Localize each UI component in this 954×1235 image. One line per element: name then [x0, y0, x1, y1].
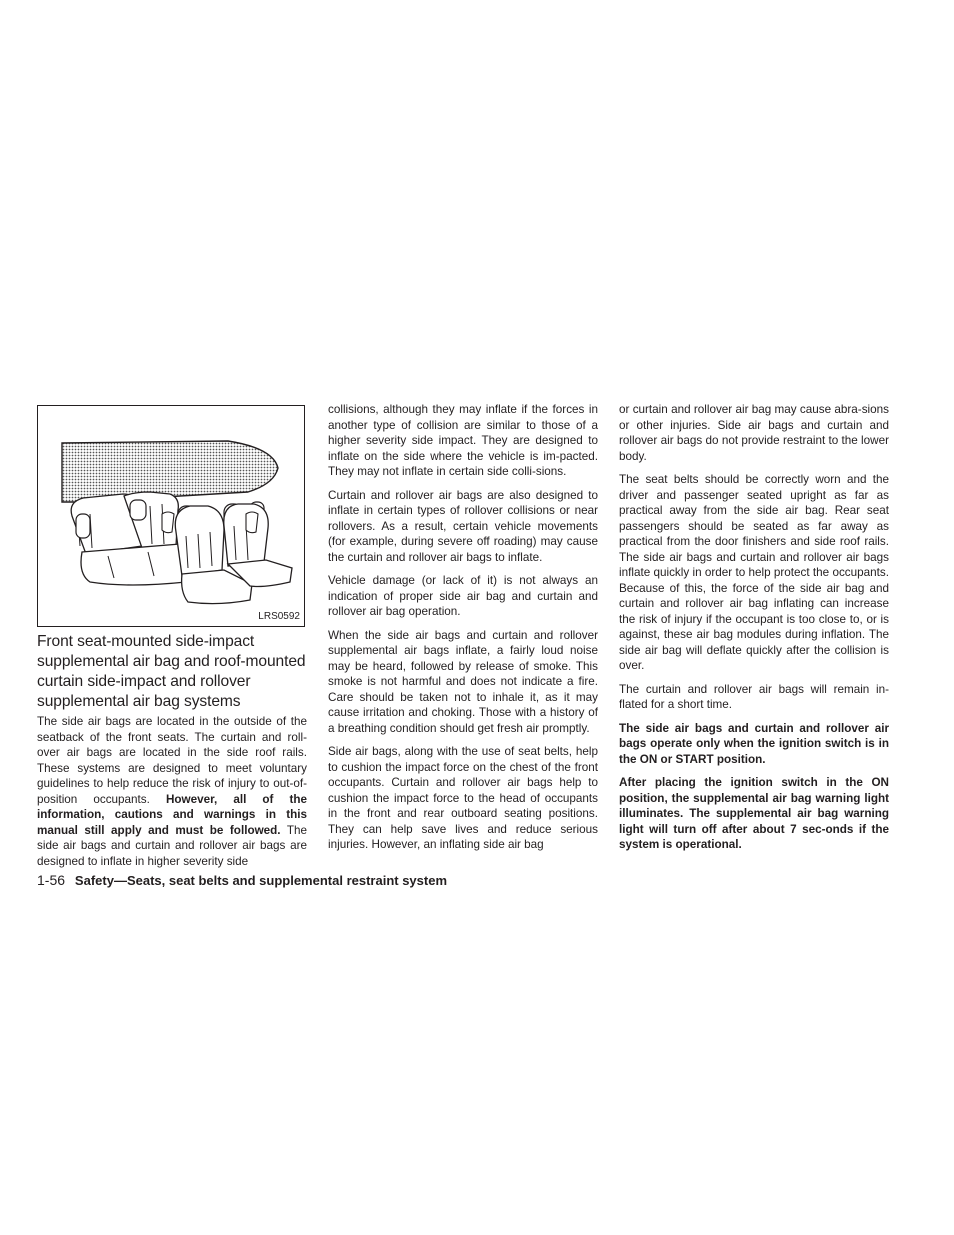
page-footer — [37, 871, 447, 890]
paragraph-emphasis: After placing the ignition switch in the ON position, the supplemental air bag warning light illuminates. The supplemental air bag warning light will turn off after about 7 sec-onds if the system is operational. — [619, 776, 889, 851]
paragraph-text: The side air bags are located in the outside of the seatback of the front seats. The curtain and roll-over air bags are located in the side roof rails. These systems are designed to meet voluntary guidelines to help reduce the risk of injury to out-of-position occupants. — [37, 715, 307, 806]
paragraph: When the side air bags and curtain and rollover supplemental air bags inflate, a fairly loud noise may be heard, followed by release of smoke. This smoke is not harmful and does not indicate a fire. Care should be taken not to inhale it, as it may cause irritation and choking. Those with a history of a breathing condition should get fresh air promptly. — [328, 628, 598, 735]
paragraph — [37, 714, 307, 869]
paragraph: Vehicle damage (or lack of it) is not always an indication of proper side air bag and curtain and rollover air bag operation. — [328, 574, 598, 618]
paragraph: collisions, although they may inflate if the forces in another type of collision are similar to those of a higher severity side impact. They are designed to inflate on the side where the vehicle is im-pacted. They may not inflate in certain side colli-sions. — [328, 403, 598, 478]
page-number: 1-56 — [37, 872, 66, 888]
paragraph: The curtain and rollover air bags will remain in-flated for a short time. — [619, 682, 889, 711]
paragraph-text: The side air bags and curtain and rollover air bags are designed to inflate in higher severity side — [37, 823, 307, 868]
airbag-figure — [37, 405, 305, 627]
paragraph-bold — [619, 775, 889, 853]
paragraph-emphasis: The side air bags and curtain and rollover air bags operate only when the ignition switch is in the ON or START position. — [619, 721, 889, 766]
section-heading: Front seat-mounted side-impact supplemental air bag and roof-mounted curtain side-impact and rollover supplemental air bag systems — [37, 633, 306, 710]
text-column-1 — [37, 714, 307, 877]
paragraph: The seat belts should be correctly worn and the driver and passenger seated upright as far as practical away from the side air bag. Rear seat passengers should be seated as far away as practical from the door finishers and side roof rails. The side air bags and curtain and rollover air bags inflate quickly in order to help protect the occupants. Because of this, the force of the side air bag and curtain and rollover air bag inflating can increase the risk of injury if the occupant is too close to, or is against, these air bag modules during inflation. The side air bag will deflate quickly after the collision is over. — [619, 473, 889, 672]
section-title: Safety—Seats, seat belts and supplemental restraint system — [74, 873, 448, 888]
paragraph-emphasis: However, all of the information, cautions and warnings in this manual still apply and must be followed. — [37, 792, 307, 837]
paragraph: Side air bags, along with the use of seat belts, help to cushion the impact force on the chest of the front occupants. Curtain and rollover air bags help to cushion the impact force to the head of occupants in the front and rear outboard seating positions. They can help save lives and reduce serious injuries. However, an inflating side air bag — [328, 745, 598, 851]
text-column-3 — [619, 402, 889, 861]
paragraph-bold — [619, 721, 889, 768]
paragraph: or curtain and rollover air bag may cause abra-sions or other injuries. Side air bags and curtain and rollover air bags do not provide restraint to the lower body. — [619, 403, 889, 463]
figure-code: LRS0592 — [258, 611, 300, 622]
paragraph: Curtain and rollover air bags are also designed to inflate in certain types of rollover collisions or near rollovers. As a result, certain vehicle movements (for example, during severe off roading) may cause the curtain and rollover air bags to inflate. — [328, 488, 598, 564]
seats-with-curtain-airbag-illustration — [38, 406, 304, 626]
text-column-2 — [328, 402, 598, 861]
